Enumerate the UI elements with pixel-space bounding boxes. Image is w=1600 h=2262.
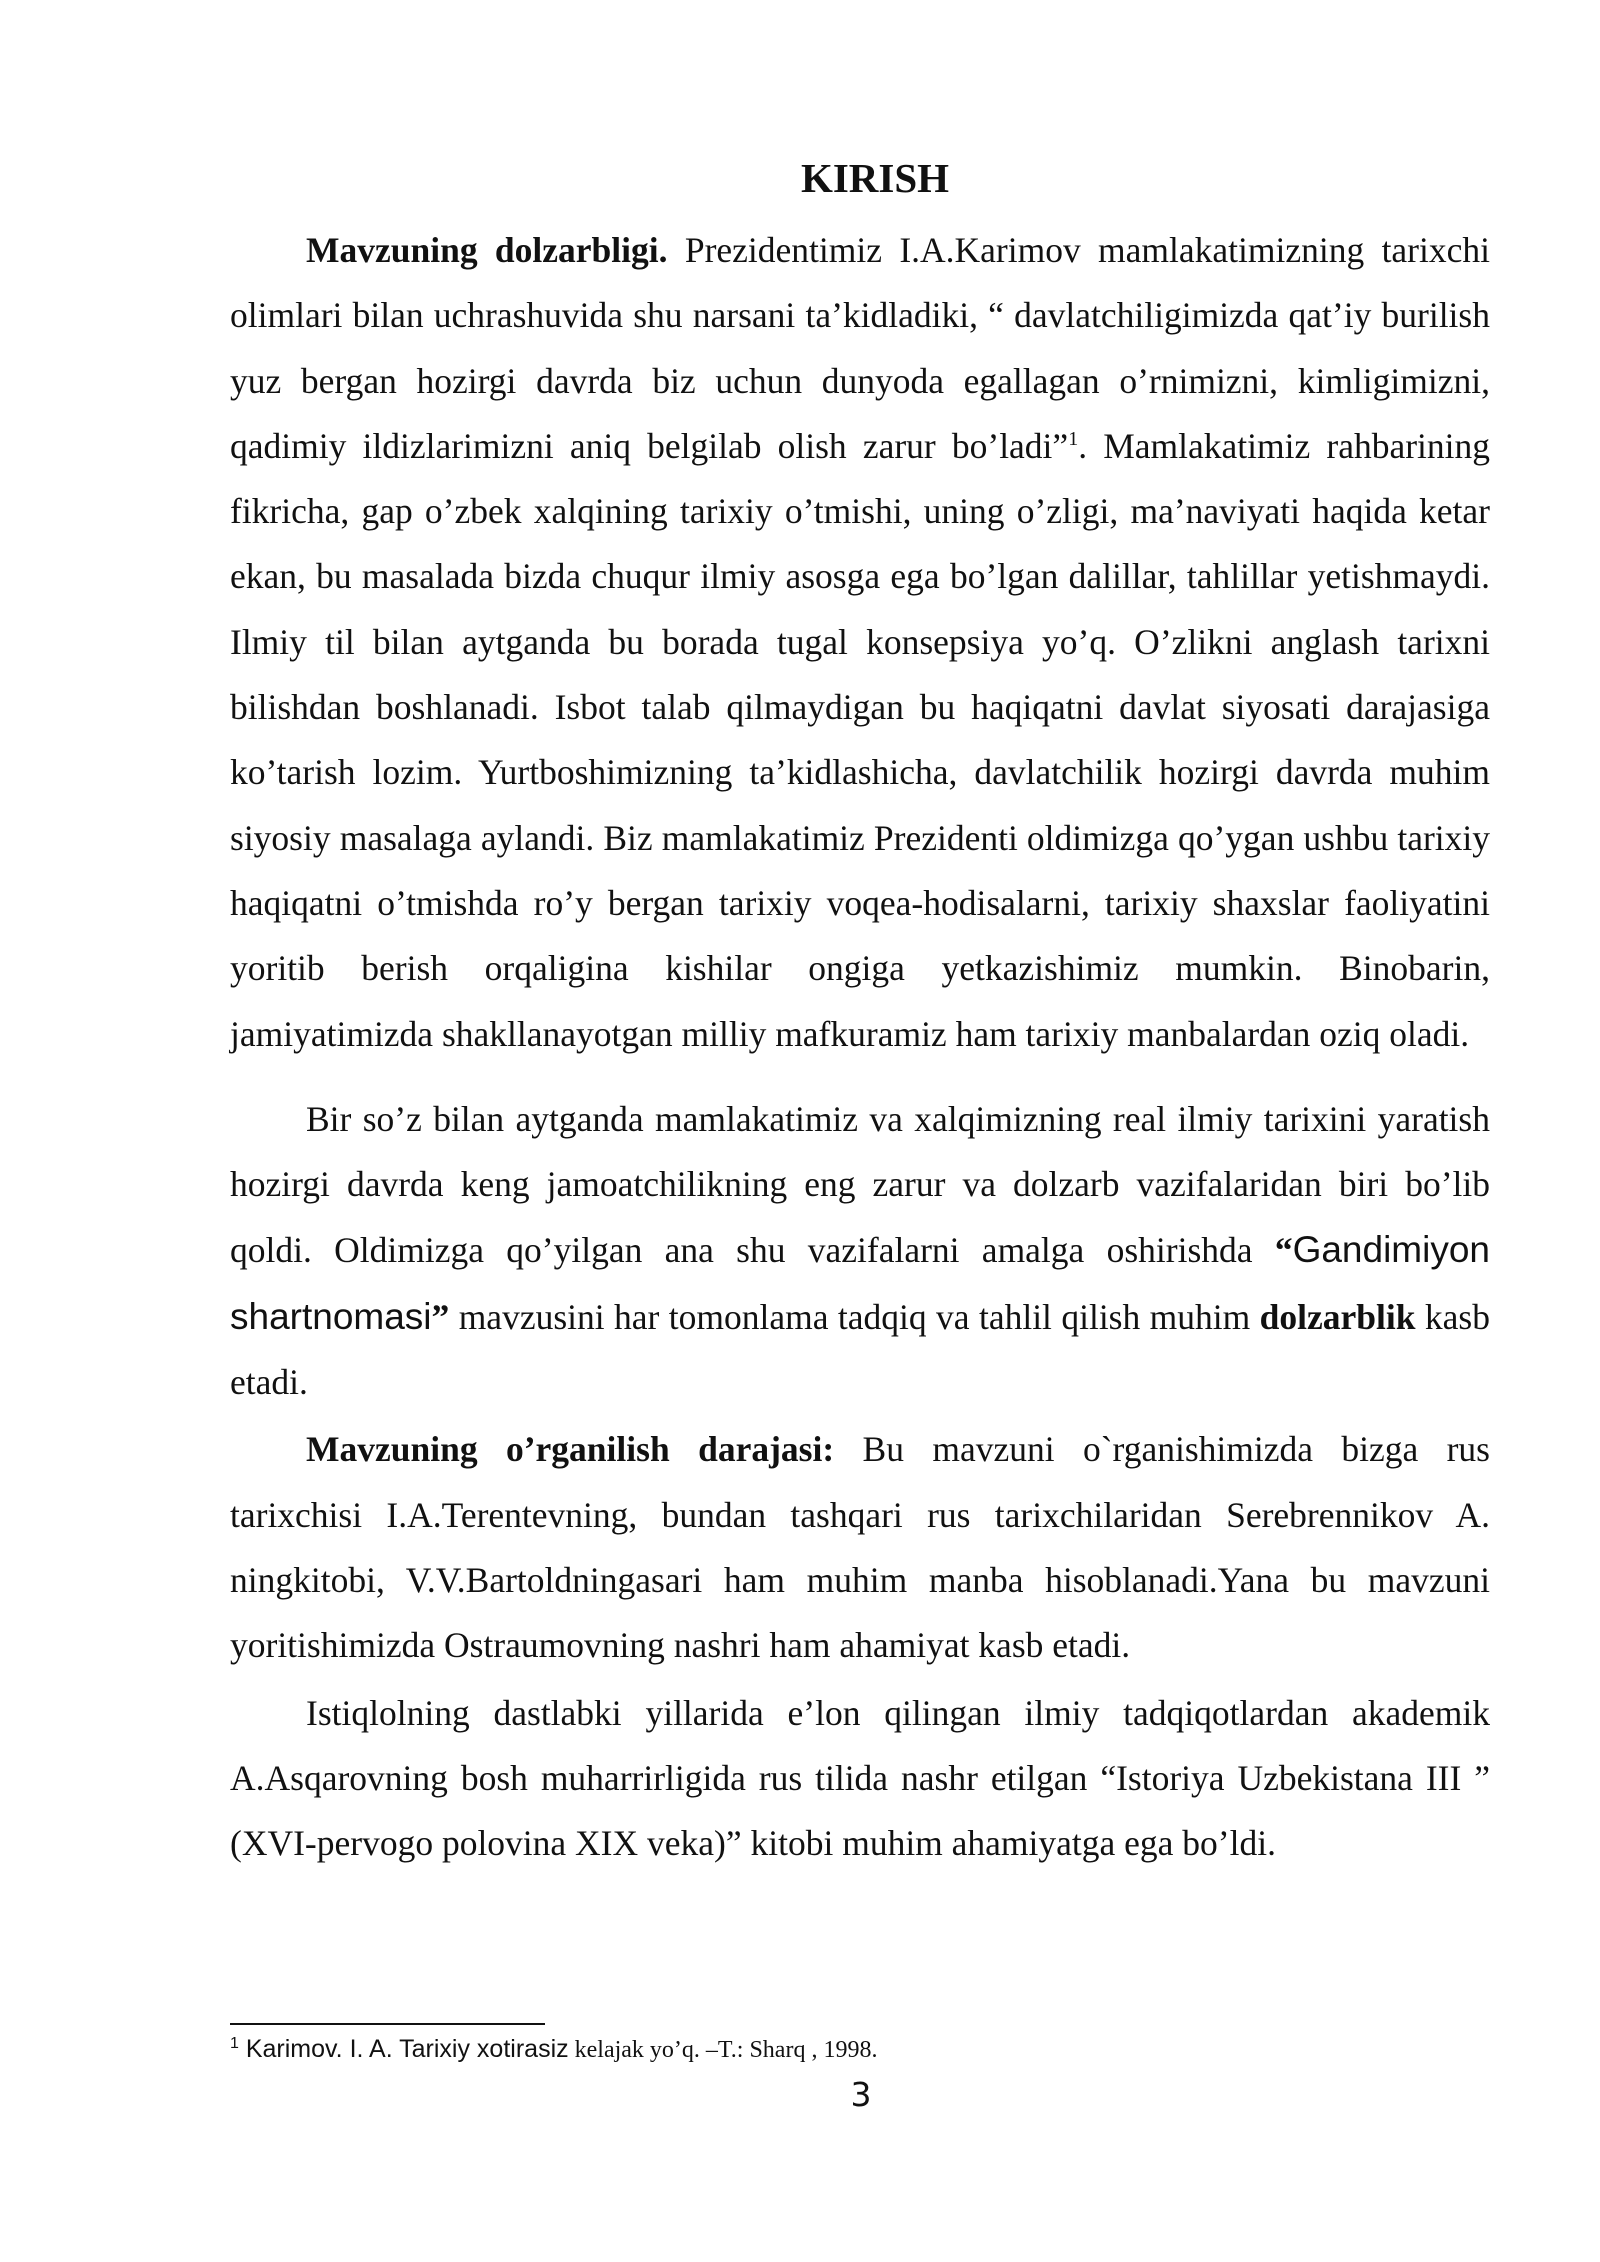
relevance-text-a: Prezidentimiz I.A.Karimov mamlakatimizning tarixchi olimlari bilan uchrashuvida shu narsani ta’kidladiki, “ davlatchiligimizda qat’iy burilish yuz bergan hozirgi davrda biz uchun dunyoda egallagan o’rnimizni, kimligimizni, qadimiy ildizlarimizni aniq belgilab olish zarur bo’ladi” — [230, 230, 1490, 466]
topic-text-c: kasb etadi. — [230, 1296, 1491, 1403]
paragraph-topic — [230, 1087, 1490, 1415]
independence-research-text: Istiqlolning dastlabki yillarida e’lon qilingan ilmiy tadqiqotlardan akademik A.Asqarovning bosh muharrirligida rus tilida nashr etilgan “Istoriya Uzbekistana III ” (XVI-pervogo polovina XIX veka)” kitobi muhim ahamiyatga ega bo’ldi. — [230, 1692, 1490, 1864]
topic-text-a: Bir so’z bilan aytganda mamlakatimiz va xalqimizning real ilmiy tarixini yaratish hozirgi davrda keng jamoatchilikning eng zarur va dolzarb vazifalaridan biri bo’lib qoldi. Oldimizga qo’yilgan ana shu vazifalarni amalga oshirishda — [230, 1098, 1490, 1271]
footnote-author-title: Karimov. I. A. Tarixiy xotirasiz — [238, 2035, 569, 2063]
paragraph-study-level — [230, 1417, 1490, 1678]
relevance-heading: Mavzuning dolzarbligi. — [306, 230, 668, 270]
paragraph-independence-research — [230, 1681, 1490, 1877]
section-title: KIRISH — [800, 155, 950, 201]
relevance-text-b: . Mamlakatimiz rahbarining fikricha, gap o’zbek xalqining tarixiy o’tmishi, uning o’zligi, ma’naviyati haqida ketar ekan, bu masalada bizda chuqur ilmiy asosga ega bo’lgan dalillar, tahlillar yetishmaydi. Ilmiy til bilan aytganda bu borada tugal konsepsiya yo’q. O’zlikni anglash tarixni bilishdan boshlanadi. Isbot talab qilmaydigan bu haqiqatni davlat siyosati darajasiga ko’tarish lozim. Yurtboshimizning ta’kidlashicha, davlatchilik hozirgi davrda muhim siyosiy masalaga aylandi. Biz mamlakatimiz Prezidenti oldimizga qo’ygan ushbu tarixiy haqiqatni o’tmishda ro’y bergan tarixiy voqea-hodisalarni, tarixiy shaxslar faoliyatini yoritib berish orqaligina kishilar ongiga yetkazishimiz mumkin. Binobarin, jamiyatimizda shakllanayotgan milliy mafkuramiz ham tarixiy manbalardan oziq oladi. — [230, 425, 1491, 1054]
topic-name: Gandimiyon shartnomasi — [230, 1229, 1490, 1337]
footnote-number: 1 — [230, 2035, 239, 2052]
footnote — [230, 2034, 877, 2065]
topic-quote-open: “ — [1274, 1230, 1293, 1271]
footnote-rest: kelajak yo’q. –T.: Sharq , 1998. — [568, 2037, 878, 2063]
topic-emphasis: dolzarblik — [1259, 1296, 1416, 1337]
page-number: 3 — [850, 2075, 872, 2114]
topic-quote-close: ” — [431, 1296, 450, 1337]
footnote-reference[interactable]: 1 — [1068, 428, 1079, 451]
study-level-text: Bu mavzuni o`rganishimizda bizga rus tarixchisi I.A.Terentevning, bundan tashqari rus tarixchilaridan Serebrennikov A. ningkitobi, V.V.Bartoldningasari ham muhim manba hisoblanadi.Yana bu mavzuni yoritishimizda Ostraumovning nashri ham ahamiyat kasb etadi. — [230, 1429, 1490, 1666]
paragraph-relevance — [230, 218, 1490, 1067]
study-level-heading: Mavzuning o’rganilish darajasi: — [306, 1429, 835, 1470]
footnote-divider — [230, 2023, 545, 2025]
topic-text-b: mavzusini har tomonlama tadqiq va tahlil qilish muhim — [449, 1296, 1260, 1337]
document-page — [230, 150, 1490, 1876]
